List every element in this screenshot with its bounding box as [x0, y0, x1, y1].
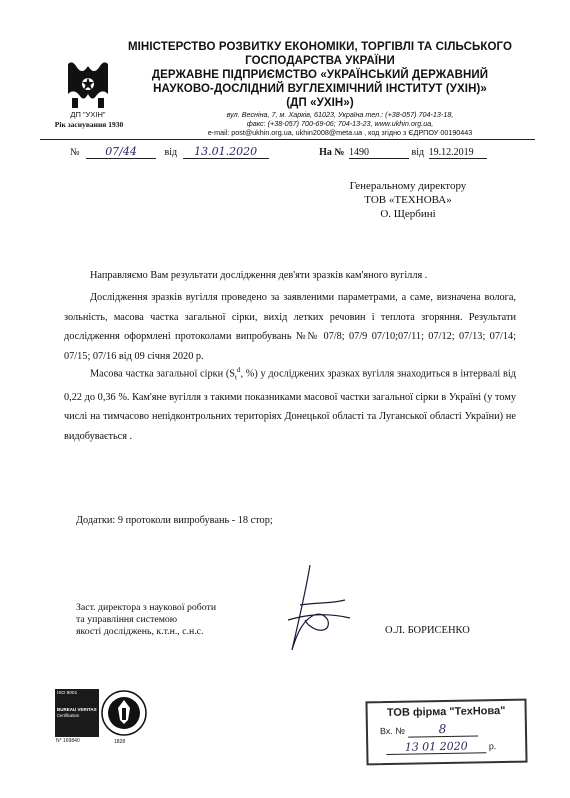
iso-label: ISO 9001 — [57, 691, 78, 696]
p3-sub: t — [235, 373, 237, 382]
enterprise-line1: ДЕРЖАВНЕ ПІДПРИЄМСТВО «УКРАЇНСЬКИЙ ДЕРЖАВНИЙ — [151, 69, 489, 81]
incoming-stamp — [365, 699, 527, 766]
seal-year: 1828 — [114, 739, 126, 745]
ref-label: На № — [319, 147, 345, 158]
body-paragraph-2: Дослідження зразків вугілля проведено за заявленими параметрами, а саме, визначена волога, зольність, масова частка загальної сірки, вихід летких речовин і теплота згоряння. Результати дослідження оформлені протоколами випробувань №№ 07/8; 07/9 07/10;07/11; 07/12; 07/13; 07/14; 07/15; 07/16 від 09 січня 2020 р. — [64, 292, 516, 362]
addressee-line3: О. Щербині — [380, 208, 436, 220]
stamp-in-number: 8 — [407, 721, 477, 737]
ministry-line2: ГОСПОДАРСТВА УКРАЇНИ — [245, 55, 395, 67]
p3-post: , %) у досліджених зразках вугілля знаходиться в інтервалі від 0,22 до 0,36 %. Кам'яне вугілля з такими показниками масової частки загальної сірки в Україні (у тому числі на тимчасово непідконтрольних територіях Донецької області та Луганської області України) не видобувається . — [64, 368, 516, 442]
body-paragraph-3 — [64, 361, 516, 446]
header-titles — [120, 40, 520, 110]
reg-no-value: 07/44 — [86, 145, 156, 159]
header-rule — [40, 139, 535, 140]
reg-no-label: № — [70, 147, 80, 158]
p3-pre: Масова частка загальної сірки (S — [90, 368, 236, 380]
addressee-line1: Генеральному директору — [349, 180, 467, 192]
ref-no: 1490 — [349, 147, 409, 159]
enterprise-line2: НАУКОВО-ДОСЛІДНИЙ ВУГЛЕХІМІЧНИЙ ІНСТИТУТ (УХІН)» — [153, 83, 487, 95]
p3-sup: d — [237, 366, 241, 374]
fax-line: факс: (+38-057) 700-69-06; 704-13-23, www.ukhin.org.ua, — [246, 119, 434, 128]
iso-number: N° 169840 — [56, 738, 80, 744]
ministry-line1: МІНІСТЕРСТВО РОЗВИТКУ ЕКОНОМІКИ, ТОРГІВЛІ ТА СІЛЬСЬКОГО — [127, 41, 513, 53]
iso-sub: Certification — [57, 713, 80, 718]
addressee-line2: ТОВ «ТЕХНОВА» — [364, 194, 452, 206]
position-line2: та управління системою — [76, 614, 178, 625]
ref-date: 19.12.2019 — [429, 147, 487, 159]
header-contacts — [150, 110, 530, 137]
stamp-in-label: Вх. № — [379, 725, 406, 737]
handwritten-signature — [270, 560, 360, 660]
logo-founded: Рік заснування 1930 — [54, 120, 124, 129]
stamp-company: ТОВ фірма "ТехНова" — [386, 704, 506, 720]
address-line: вул. Весніна, 7, м. Харків, 61023, Україна тел.: (+38-057) 704-13-18, — [226, 110, 454, 119]
reg-date-label: від — [164, 147, 178, 158]
signatory-position — [76, 602, 276, 638]
stamp-year-suffix: р. — [488, 741, 497, 752]
bureau-veritas-seal-icon — [100, 688, 148, 738]
reg-date-value: 13.01.2020 — [183, 145, 269, 159]
position-line3: якості досліджень, к.т.н., с.н.с. — [76, 626, 204, 637]
body-paragraph-1: Направляємо Вам результати дослідження дев'яти зразків кам'яного вугілля . — [90, 270, 428, 281]
attachments-line: Додатки: 9 протоколи випробувань - 18 стор; — [76, 515, 273, 526]
email-line: e-mail: post@ukhin.org.ua, ukhin2008@meta.ua , код згідно з ЄДРПОУ 00190443 — [207, 128, 473, 137]
iso-org: BUREAU VERITAS — [57, 707, 97, 712]
signatory-name: О.Л. БОРИСЕНКО — [385, 625, 470, 636]
ukhin-logo-icon — [62, 60, 114, 110]
iso-certificate-badge — [55, 689, 99, 737]
logo-name: ДП "УХІН" — [70, 110, 106, 119]
enterprise-short: (ДП «УХІН») — [286, 97, 354, 109]
bureau-veritas-seal — [100, 688, 148, 738]
addressee-block — [318, 179, 498, 221]
stamp-date: 13 01 2020 — [386, 739, 486, 755]
ref-date-label: від — [411, 147, 425, 158]
registration-line — [70, 145, 540, 163]
position-line1: Заст. директора з наукової роботи — [76, 602, 217, 613]
stamp-date-row — [368, 736, 525, 756]
